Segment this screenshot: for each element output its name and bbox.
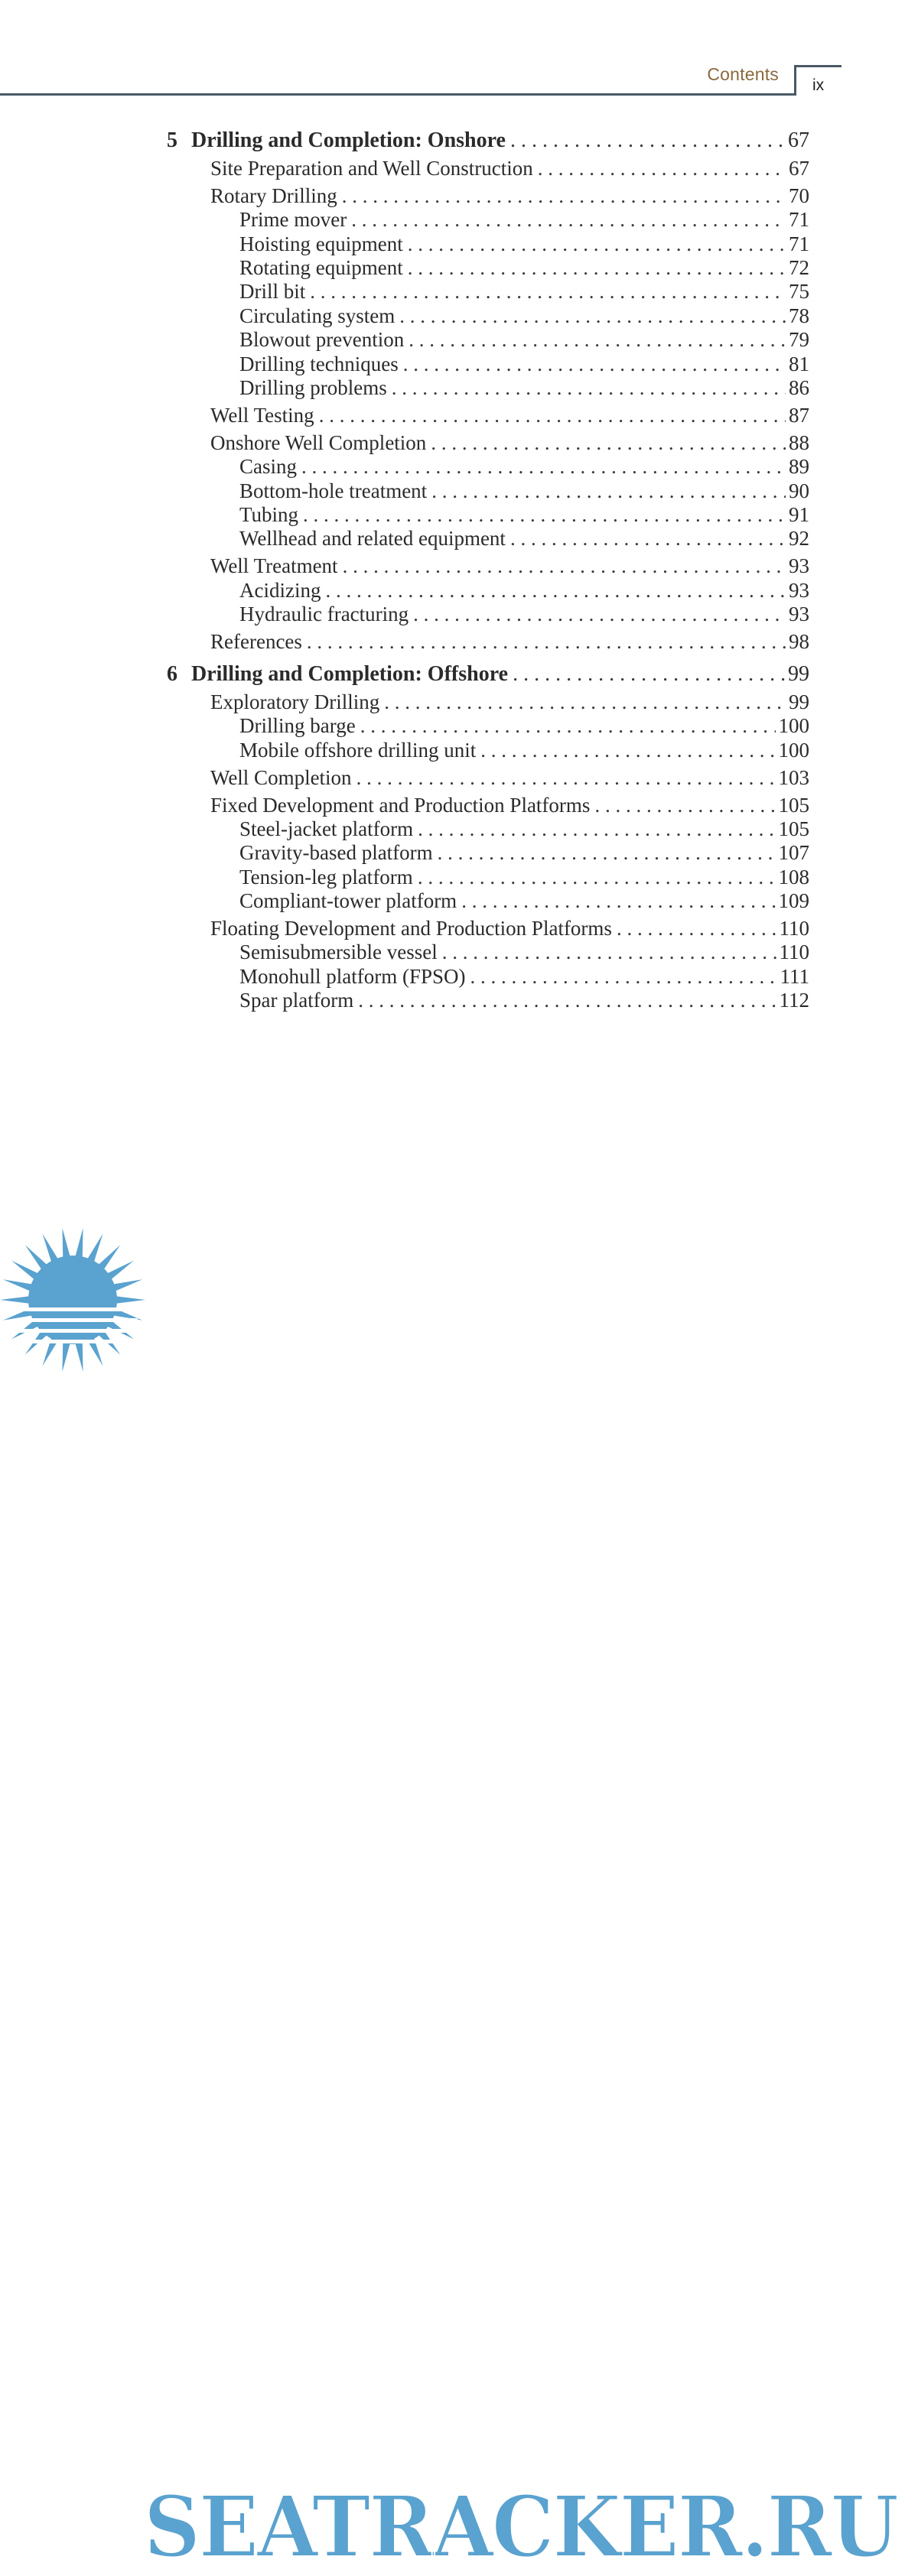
entry-page: 87 xyxy=(789,403,809,427)
toc-section[interactable] xyxy=(210,765,809,791)
entry-title: Well Completion xyxy=(210,765,352,789)
dot-leader xyxy=(431,478,786,504)
dot-leader xyxy=(513,661,785,687)
toc-section[interactable] xyxy=(210,915,809,941)
toc-subsection[interactable] xyxy=(239,453,809,479)
toc-section[interactable] xyxy=(210,553,809,579)
entry-page: 100 xyxy=(778,738,809,762)
entry-page: 71 xyxy=(789,232,809,255)
entry-page: 110 xyxy=(779,940,809,964)
dot-leader xyxy=(538,155,786,181)
chapter-heading[interactable] xyxy=(167,661,809,687)
toc-section[interactable] xyxy=(210,155,809,181)
toc-subsection[interactable] xyxy=(239,351,809,377)
dot-leader xyxy=(510,128,785,154)
toc-subsection[interactable] xyxy=(239,255,809,281)
chapter-heading[interactable] xyxy=(167,128,809,154)
toc-subsection[interactable] xyxy=(239,525,809,551)
toc-subsection[interactable] xyxy=(239,326,809,352)
entry-page: 72 xyxy=(789,256,809,279)
dot-leader xyxy=(358,987,776,1013)
sun-ray xyxy=(75,1341,83,1372)
entry-title: Monohull platform (FPSO) xyxy=(239,964,466,988)
dot-leader xyxy=(442,939,776,965)
sun-icon xyxy=(0,1223,153,1376)
chapter-title: Drilling and Completion: Offshore xyxy=(191,662,509,686)
toc-section[interactable] xyxy=(210,629,809,655)
toc-section[interactable] xyxy=(210,402,809,428)
entry-page: 93 xyxy=(789,554,809,578)
entry-page: 108 xyxy=(778,865,809,888)
toc-subsection[interactable] xyxy=(239,816,809,842)
dot-leader xyxy=(310,278,786,304)
dot-leader xyxy=(301,453,786,479)
entry-title: Mobile offshore drilling unit xyxy=(239,738,477,762)
dot-leader xyxy=(342,183,786,209)
entry-title: Onshore Well Completion xyxy=(210,430,427,454)
entry-page: 88 xyxy=(789,430,809,454)
dot-leader xyxy=(480,737,775,763)
entry-page: 67 xyxy=(789,156,809,180)
entry-title: Drilling barge xyxy=(239,714,356,738)
watermark-text: SEATRACKER.RU xyxy=(144,2477,898,2576)
dot-leader xyxy=(418,864,776,890)
dot-leader xyxy=(418,816,775,842)
entry-title: Tubing xyxy=(239,503,299,526)
toc-section[interactable] xyxy=(210,689,809,715)
chapter-number: 5 xyxy=(167,128,177,152)
entry-title: Circulating system xyxy=(239,304,396,327)
header-rule xyxy=(0,93,796,96)
entry-page: 92 xyxy=(789,527,809,551)
sun-ray xyxy=(3,1279,34,1291)
toc-subsection[interactable] xyxy=(239,206,809,232)
entry-title: Rotating equipment xyxy=(239,256,403,279)
sun-ray xyxy=(62,1341,70,1372)
dot-leader xyxy=(399,303,786,329)
entry-page: 103 xyxy=(778,765,809,789)
entry-page: 91 xyxy=(789,503,809,526)
entry-page: 70 xyxy=(789,184,809,207)
dot-leader xyxy=(461,888,775,914)
toc-subsection[interactable] xyxy=(239,375,809,401)
entry-title: Tension-leg platform xyxy=(239,865,413,888)
toc-subsection[interactable] xyxy=(239,864,809,890)
entry-title: Floating Development and Production Platforms xyxy=(210,917,612,940)
entry-page: 79 xyxy=(789,328,809,352)
entry-title: Steel-jacket platform xyxy=(239,817,414,840)
toc-section[interactable] xyxy=(210,430,809,456)
entry-title: Well Treatment xyxy=(210,554,338,578)
entry-page: 105 xyxy=(778,793,809,817)
toc-subsection[interactable] xyxy=(239,888,809,914)
entry-title: Hoisting equipment xyxy=(239,232,403,255)
chapter-page: 67 xyxy=(788,128,809,152)
watermark xyxy=(0,1223,918,2576)
toc-subsection[interactable] xyxy=(239,577,809,603)
dot-leader xyxy=(356,765,776,791)
entry-page: 71 xyxy=(789,208,809,232)
page-number: ix xyxy=(812,76,825,94)
dot-leader xyxy=(510,525,786,551)
toc-subsection[interactable] xyxy=(239,601,809,627)
entry-page: 75 xyxy=(789,280,809,304)
dot-leader xyxy=(384,689,786,715)
entry-title: Spar platform xyxy=(239,989,354,1012)
dot-leader xyxy=(438,840,776,866)
entry-page: 99 xyxy=(789,690,809,713)
chapter-page: 99 xyxy=(788,662,809,686)
entry-page: 78 xyxy=(789,304,809,327)
entry-page: 100 xyxy=(778,714,809,738)
dot-leader xyxy=(431,430,786,456)
dot-leader xyxy=(392,375,786,401)
toc-subsection[interactable] xyxy=(239,963,809,989)
sun-ray xyxy=(75,1228,83,1259)
entry-title: Hydraulic fracturing xyxy=(239,603,409,626)
entry-page: 81 xyxy=(789,352,809,375)
toc-subsection[interactable] xyxy=(239,303,809,329)
toc-subsection[interactable] xyxy=(239,478,809,504)
entry-page: 93 xyxy=(789,578,809,602)
entry-title: Semisubmersible vessel xyxy=(239,940,438,964)
running-head: Contents xyxy=(707,64,779,84)
entry-title: Exploratory Drilling xyxy=(210,690,380,713)
entry-title: Drill bit xyxy=(239,280,306,304)
entry-title: Wellhead and related equipment xyxy=(239,527,506,551)
entry-page: 90 xyxy=(789,479,809,502)
entry-page: 111 xyxy=(780,964,809,988)
dot-leader xyxy=(303,502,786,528)
entry-page: 98 xyxy=(789,630,809,653)
entry-title: Site Preparation and Well Construction xyxy=(210,156,533,180)
sun-ray xyxy=(115,1296,145,1304)
entry-page: 105 xyxy=(778,817,809,840)
sun-ray xyxy=(0,1296,31,1304)
toc-section[interactable] xyxy=(210,792,809,818)
entry-title: Drilling techniques xyxy=(239,352,399,375)
entry-title: Bottom-hole treatment xyxy=(239,479,428,502)
sun-ray xyxy=(62,1228,70,1259)
dot-leader xyxy=(470,963,777,989)
entry-title: Blowout prevention xyxy=(239,328,405,352)
toc-subsection[interactable] xyxy=(239,713,809,739)
toc-section[interactable] xyxy=(210,183,809,209)
toc-subsection[interactable] xyxy=(239,987,809,1013)
entry-title: Gravity-based platform xyxy=(239,841,433,865)
entry-page: 93 xyxy=(789,603,809,626)
entry-page: 109 xyxy=(778,889,809,913)
dot-leader xyxy=(409,326,786,352)
dot-leader xyxy=(307,629,786,655)
sun-ray xyxy=(112,1279,142,1291)
dot-leader xyxy=(617,915,776,941)
entry-page: 112 xyxy=(779,989,809,1012)
dot-leader xyxy=(360,713,776,739)
toc-subsection[interactable] xyxy=(239,231,809,257)
dot-leader xyxy=(351,206,786,232)
entry-title: Casing xyxy=(239,455,298,479)
entry-page: 86 xyxy=(789,376,809,399)
toc-subsection[interactable] xyxy=(239,502,809,528)
toc-subsection[interactable] xyxy=(239,737,809,763)
entry-title: Rotary Drilling xyxy=(210,184,337,207)
entry-title: Acidizing xyxy=(239,578,321,602)
entry-page: 110 xyxy=(779,917,809,940)
dot-leader xyxy=(594,792,775,818)
toc-subsection[interactable] xyxy=(239,840,809,866)
entry-title: Well Testing xyxy=(210,403,314,427)
dot-leader xyxy=(408,231,786,257)
entry-page: 107 xyxy=(778,841,809,865)
chapter-number: 6 xyxy=(167,662,177,686)
chapter-title: Drilling and Completion: Onshore xyxy=(191,128,506,152)
dot-leader xyxy=(343,553,786,579)
entry-title: Fixed Development and Production Platforms xyxy=(210,793,591,817)
dot-leader xyxy=(413,601,786,627)
toc-subsection[interactable] xyxy=(239,939,809,965)
entry-title: Compliant-tower platform xyxy=(239,889,457,913)
entry-title: Drilling problems xyxy=(239,376,387,399)
dot-leader xyxy=(325,577,786,603)
toc-subsection[interactable] xyxy=(239,278,809,304)
entry-page: 89 xyxy=(789,455,809,479)
entry-title: Prime mover xyxy=(239,208,347,232)
dot-leader xyxy=(408,255,786,281)
entry-title: References xyxy=(210,630,302,653)
dot-leader xyxy=(403,351,786,377)
dot-leader xyxy=(319,402,786,428)
